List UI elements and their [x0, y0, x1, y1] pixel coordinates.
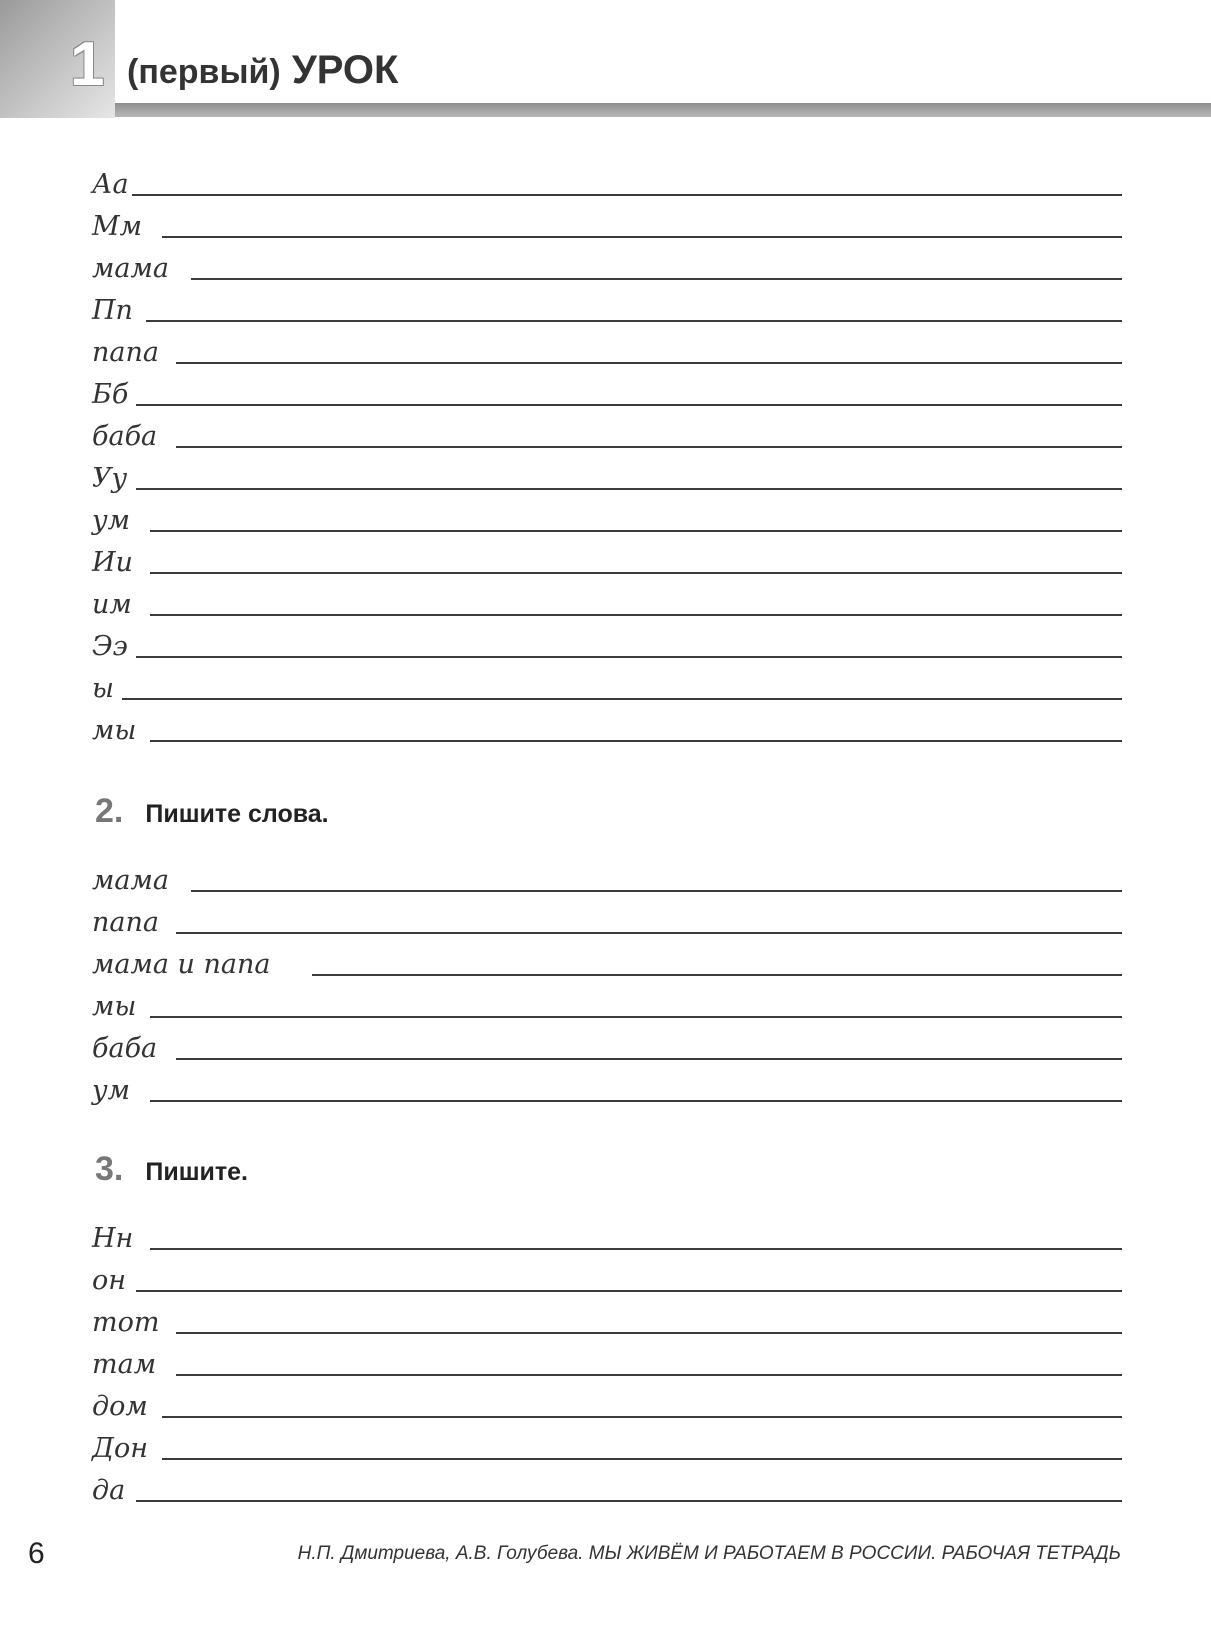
writing-rule[interactable]: [191, 278, 1122, 280]
writing-rule[interactable]: [312, 974, 1122, 976]
writing-line: [92, 1068, 1122, 1104]
writing-line: [92, 372, 1122, 408]
writing-line: [92, 204, 1122, 240]
line-prompt: там: [92, 1349, 157, 1380]
writing-line: [92, 942, 1122, 978]
writing-line: [92, 1384, 1122, 1420]
writing-line: [92, 456, 1122, 492]
exercise-number: 3.: [95, 1150, 124, 1188]
line-prompt: мама: [92, 253, 169, 284]
line-prompt: Ээ: [92, 631, 128, 662]
writing-line: [92, 666, 1122, 702]
writing-line: [92, 624, 1122, 660]
exercise-3-heading: [95, 1150, 248, 1189]
exercise-instruction: Пишите слова.: [145, 800, 329, 828]
writing-line: [92, 162, 1122, 198]
line-prompt: мама и папа: [92, 949, 271, 980]
writing-line: [92, 246, 1122, 282]
writing-rule[interactable]: [176, 362, 1122, 364]
header-rule: [115, 103, 1211, 117]
line-prompt: папа: [92, 907, 159, 938]
writing-line: [92, 1426, 1122, 1462]
writing-rule[interactable]: [150, 614, 1122, 616]
writing-line: [92, 1216, 1122, 1252]
line-prompt: он: [92, 1265, 127, 1296]
writing-line: [92, 330, 1122, 366]
writing-line: [92, 540, 1122, 576]
writing-rule[interactable]: [136, 488, 1122, 490]
writing-rule[interactable]: [136, 1290, 1122, 1292]
writing-rule[interactable]: [162, 1458, 1122, 1460]
writing-line: [92, 288, 1122, 324]
line-prompt: мы: [92, 991, 137, 1022]
line-prompt: ум: [92, 1075, 131, 1106]
line-prompt: Уу: [92, 463, 128, 494]
line-prompt: мы: [92, 715, 137, 746]
writing-rule[interactable]: [150, 1016, 1122, 1018]
line-prompt: мама: [92, 865, 169, 896]
writing-rule[interactable]: [150, 1248, 1122, 1250]
writing-line: [92, 1468, 1122, 1504]
line-prompt: Дон: [92, 1433, 148, 1464]
line-prompt: им: [92, 589, 132, 620]
line-prompt: ы: [92, 673, 114, 704]
lesson-title-ordinal: (первый): [127, 53, 281, 91]
writing-line: [92, 1258, 1122, 1294]
writing-rule[interactable]: [136, 656, 1122, 658]
line-prompt: Аа: [92, 169, 129, 200]
exercise-instruction: Пишите.: [145, 1158, 248, 1186]
line-prompt: баба: [92, 1033, 158, 1064]
writing-line: [92, 498, 1122, 534]
writing-line: [92, 858, 1122, 894]
lesson-title: [127, 50, 398, 90]
line-prompt: Нн: [92, 1223, 134, 1254]
page-number: 6: [28, 1537, 45, 1570]
line-prompt: папа: [92, 337, 159, 368]
writing-rule[interactable]: [162, 236, 1122, 238]
writing-rule[interactable]: [176, 1374, 1122, 1376]
writing-rule[interactable]: [136, 404, 1122, 406]
writing-line: [92, 1342, 1122, 1378]
exercise-2-heading: [95, 792, 329, 831]
writing-rule[interactable]: [136, 1500, 1122, 1502]
writing-rule[interactable]: [176, 932, 1122, 934]
writing-line: [92, 984, 1122, 1020]
writing-rule[interactable]: [176, 1332, 1122, 1334]
line-prompt: Ии: [92, 547, 133, 578]
line-prompt: Бб: [92, 379, 129, 410]
writing-line: [92, 900, 1122, 936]
line-prompt: баба: [92, 421, 158, 452]
writing-rule[interactable]: [150, 740, 1122, 742]
writing-rule[interactable]: [176, 446, 1122, 448]
line-prompt: дом: [92, 1391, 148, 1422]
writing-rule[interactable]: [162, 1416, 1122, 1418]
writing-line: [92, 708, 1122, 744]
lesson-number: 1: [70, 30, 105, 99]
writing-rule[interactable]: [150, 572, 1122, 574]
line-prompt: да: [92, 1475, 126, 1506]
line-prompt: Мм: [92, 211, 143, 242]
writing-rule[interactable]: [150, 1100, 1122, 1102]
exercise-number: 2.: [95, 792, 124, 830]
writing-rule[interactable]: [176, 1058, 1122, 1060]
line-prompt: ум: [92, 505, 131, 536]
writing-rule[interactable]: [132, 194, 1122, 196]
footer-citation: Н.П. Дмитриева, А.В. Голубева. МЫ ЖИВЁМ И РАБОТАЕМ В РОССИИ. РАБОЧАЯ ТЕТРАДЬ: [297, 1543, 1121, 1564]
writing-rule[interactable]: [150, 530, 1122, 532]
lesson-title-word: УРОК: [291, 48, 399, 92]
line-prompt: тот: [92, 1307, 160, 1338]
writing-rule[interactable]: [191, 890, 1122, 892]
line-prompt: Пп: [92, 295, 133, 326]
writing-rule[interactable]: [122, 698, 1122, 700]
lesson-header: [0, 0, 1211, 120]
writing-line: [92, 1300, 1122, 1336]
writing-line: [92, 582, 1122, 618]
writing-line: [92, 1026, 1122, 1062]
writing-rule[interactable]: [146, 320, 1122, 322]
writing-line: [92, 414, 1122, 450]
